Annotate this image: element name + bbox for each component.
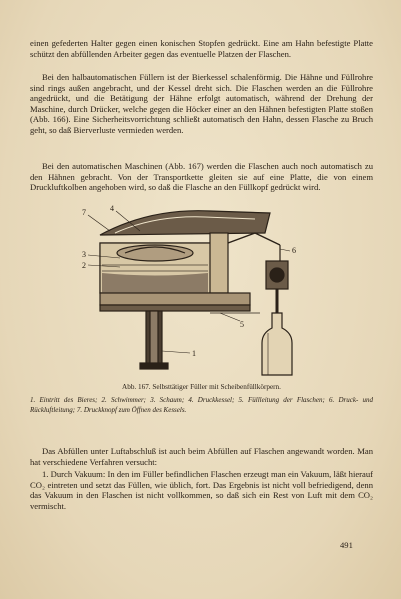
- label-2: 2: [82, 261, 86, 270]
- paragraph-5: 1. Durch Vakuum: In den im Füller befindlichen Flaschen erzeugt man ein Vakuum, läßt hierauf CO₂ eintreten und setzt das Füllen, wie üblich, fort. Das Ergebnis ist nicht voll befriedigend, denn das Vakuum in den Flaschen ist nicht vollkommen, so daß sich ein Rest von Luft mit dem CO₂ vermischt.: [30, 469, 373, 511]
- paragraph-3: Bei den automatischen Maschinen (Abb. 167) werden die Flaschen auch noch automatisch zu den Hähnen gebracht. Von der Transportkette gleiten sie auf eine Platte, die von einem Druckluftkolben angehoben wird, so daß die Flasche an den Füllkopf gedrückt wird.: [30, 161, 373, 193]
- figure-caption: Abb. 167. Selbsttätiger Füller mit Scheibenfüllkörpern.: [122, 383, 281, 391]
- label-1: 1: [192, 349, 196, 358]
- filler-diagram: [80, 203, 320, 378]
- paragraph-2: Bei den halbautomatischen Füllern ist der Bierkessel schalenförmig. Die Hähne und Füllrohre sind rings außen angebracht, und der Kessel dreht sich. Die Flaschen werden an die Füllrohre angedrückt, und die Betätigung der Hähne erfolgt automatisch, während der Drehung der Maschine, durch Drücker, welche gegen die Höcker einer an den Hähnen befestigten Platte stoßen (Abb. 166). Eine Sicherheitsvorrichtung schließt automatisch den Hahn, dessen Flasche zu Bruch geht, so daß Bierverluste vermieden werden.: [30, 72, 373, 135]
- label-4: 4: [110, 204, 114, 213]
- label-3: 3: [82, 250, 86, 259]
- paragraph-1: einen gefederten Halter gegen einen konischen Stopfen gedrückt. Eine am Hahn befestigte Platte schützt den abfüllenden Arbeiter gegen das eventuelle Platzen der Flaschen.: [30, 38, 373, 59]
- paragraph-4: Das Abfüllen unter Luftabschluß ist auch beim Abfüllen auf Flaschen angewandt worden. Man hat verschiedene Verfahren versucht:: [30, 446, 373, 467]
- label-5: 5: [240, 320, 244, 329]
- figure-legend: 1. Eintritt des Bieres; 2. Schwimmer; 3. Schaum; 4. Druckkessel; 5. Füllleitung der Flaschen; 6. Druck- und Rückluftleitung; 7. Druckknopf zum Öffnen des Kessels.: [30, 396, 373, 414]
- page-number: 491: [340, 540, 353, 550]
- figure-167: [80, 203, 320, 378]
- label-6: 6: [292, 246, 296, 255]
- label-7: 7: [82, 208, 86, 217]
